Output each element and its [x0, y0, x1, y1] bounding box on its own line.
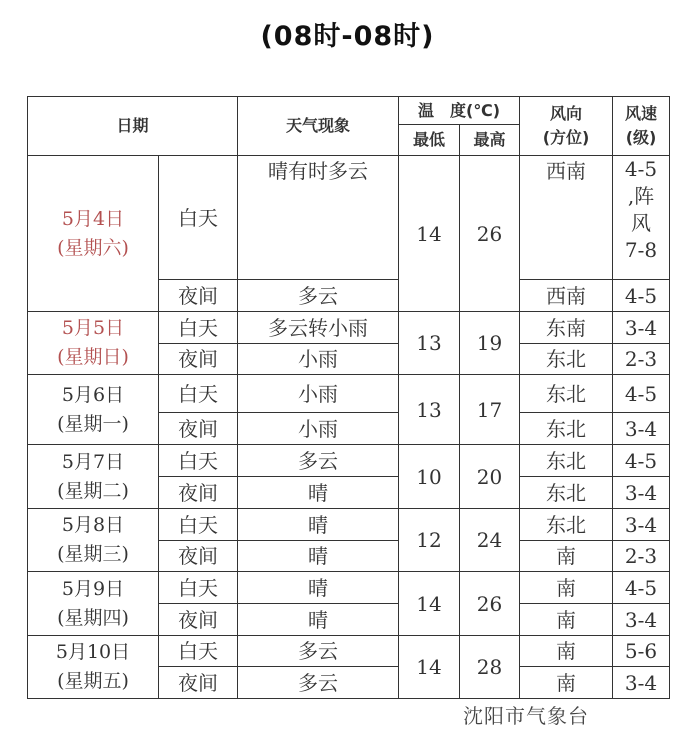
table-row	[28, 572, 670, 604]
table-row	[28, 636, 670, 667]
period-label: 夜间	[159, 604, 238, 636]
weather-cell: 晴	[238, 477, 399, 509]
wind-speed-cell: 3-4	[613, 509, 670, 541]
weather-cell: 晴	[238, 572, 399, 604]
wind-direction-cell: 南	[520, 604, 613, 636]
period-label: 夜间	[159, 413, 238, 445]
wind-speed-cell: 3-4	[613, 477, 670, 509]
wind-speed-cell: 3-4	[613, 312, 670, 344]
period-label: 白天	[159, 636, 238, 667]
weather-cell: 多云	[238, 636, 399, 667]
weekday-label: (星期六)	[57, 236, 129, 259]
header-wind-speed	[613, 97, 670, 156]
header-wind-direction	[520, 97, 613, 156]
date-label: 5月9日	[61, 577, 125, 600]
wind-speed-cell: 2-3	[613, 541, 670, 572]
wind-direction-cell: 东北	[520, 413, 613, 445]
date-cell	[28, 572, 159, 636]
weather-cell: 小雨	[238, 413, 399, 445]
period-label: 夜间	[159, 344, 238, 375]
weather-cell: 小雨	[238, 375, 399, 413]
page-title: (08时-08时)	[260, 21, 435, 52]
header-temperature: 温 度(℃)	[399, 97, 520, 125]
period-label: 白天	[159, 375, 238, 413]
period-label: 夜间	[159, 477, 238, 509]
temp-low-cell: 13	[399, 375, 460, 445]
date-label: 5月5日	[61, 317, 125, 339]
period-label: 白天	[159, 572, 238, 604]
weather-cell: 多云转小雨	[238, 312, 399, 344]
table-row	[28, 445, 670, 477]
weather-cell: 多云	[238, 445, 399, 477]
temp-low-cell: 14	[399, 636, 460, 699]
wind-speed-cell: 3-4	[613, 667, 670, 699]
period-label: 夜间	[159, 280, 238, 312]
temp-low-cell: 13	[399, 312, 460, 375]
date-cell	[28, 445, 159, 509]
weather-cell: 多云	[238, 667, 399, 699]
header-wind-direction-line2: (方位)	[542, 128, 590, 147]
date-label: 5月6日	[61, 383, 125, 406]
period-label: 白天	[159, 156, 238, 280]
wind-speed-cell: 4-5	[613, 375, 670, 413]
wind-direction-cell: 南	[520, 667, 613, 699]
weather-cell: 晴有时多云	[238, 156, 399, 280]
weekday-label: (星期五)	[57, 670, 129, 692]
weather-cell: 晴	[238, 541, 399, 572]
temp-low-cell: 14	[399, 156, 460, 312]
wind-direction-cell: 东北	[520, 445, 613, 477]
temp-low-cell: 10	[399, 445, 460, 509]
weekday-label: (星期一)	[57, 412, 129, 435]
date-cell	[28, 509, 159, 572]
header-wind-direction-line1: 风向	[550, 104, 583, 123]
wind-direction-cell: 东北	[520, 477, 613, 509]
weekday-label: (星期四)	[57, 606, 129, 629]
temp-high-cell: 20	[460, 445, 520, 509]
wind-direction-cell: 西南	[520, 156, 613, 280]
wind-speed-cell: 4-5	[613, 572, 670, 604]
table-row	[28, 509, 670, 541]
header-temp-low: 最低	[399, 125, 460, 156]
temp-low-cell: 14	[399, 572, 460, 636]
header-temp-high: 最高	[460, 125, 520, 156]
issuer-name: 沈阳市气象台	[463, 704, 589, 728]
temp-high-cell: 28	[460, 636, 520, 699]
date-label: 5月10日	[55, 641, 131, 663]
wind-direction-cell: 东南	[520, 312, 613, 344]
temp-low-cell: 12	[399, 509, 460, 572]
table-row	[28, 156, 670, 280]
weekday-label: (星期三)	[57, 543, 129, 565]
weekday-label: (星期日)	[57, 346, 129, 368]
forecast-table	[27, 96, 670, 699]
period-label: 白天	[159, 509, 238, 541]
weekday-label: (星期二)	[57, 479, 129, 502]
date-label: 5月7日	[61, 450, 125, 473]
period-label: 夜间	[159, 541, 238, 572]
date-label: 5月4日	[61, 207, 125, 230]
wind-direction-cell: 南	[520, 636, 613, 667]
date-cell	[28, 312, 159, 375]
table-row	[28, 312, 670, 344]
wind-direction-cell: 南	[520, 541, 613, 572]
wind-direction-cell: 东北	[520, 509, 613, 541]
weather-cell: 小雨	[238, 344, 399, 375]
header-weather: 天气现象	[238, 97, 399, 156]
table-row	[28, 375, 670, 413]
wind-direction-cell: 东北	[520, 375, 613, 413]
wind-speed-cell: 2-3	[613, 344, 670, 375]
temp-high-cell: 17	[460, 375, 520, 445]
wind-speed-cell: 4-5	[613, 445, 670, 477]
header-date: 日期	[28, 97, 238, 156]
weather-cell: 多云	[238, 280, 399, 312]
header-wind-speed-line2: (级)	[625, 128, 657, 147]
period-label: 白天	[159, 312, 238, 344]
weather-cell: 晴	[238, 604, 399, 636]
temp-high-cell: 26	[460, 156, 520, 312]
wind-speed-cell: 5-6	[613, 636, 670, 667]
wind-speed-cell: 4-5	[613, 280, 670, 312]
wind-speed-cell: 3-4	[613, 604, 670, 636]
period-label: 白天	[159, 445, 238, 477]
date-cell	[28, 375, 159, 445]
header-wind-speed-line1: 风速	[625, 104, 658, 123]
wind-direction-cell: 东北	[520, 344, 613, 375]
temp-high-cell: 24	[460, 509, 520, 572]
wind-speed-cell: 3-4	[613, 413, 670, 445]
wind-speed-cell: 4-5 ,阵 风 7-8	[613, 156, 670, 280]
wind-direction-cell: 南	[520, 572, 613, 604]
temp-high-cell: 19	[460, 312, 520, 375]
weather-cell: 晴	[238, 509, 399, 541]
date-cell	[28, 156, 159, 312]
wind-direction-cell: 西南	[520, 280, 613, 312]
date-label: 5月8日	[61, 514, 125, 536]
period-label: 夜间	[159, 667, 238, 699]
date-cell	[28, 636, 159, 699]
temp-high-cell: 26	[460, 572, 520, 636]
